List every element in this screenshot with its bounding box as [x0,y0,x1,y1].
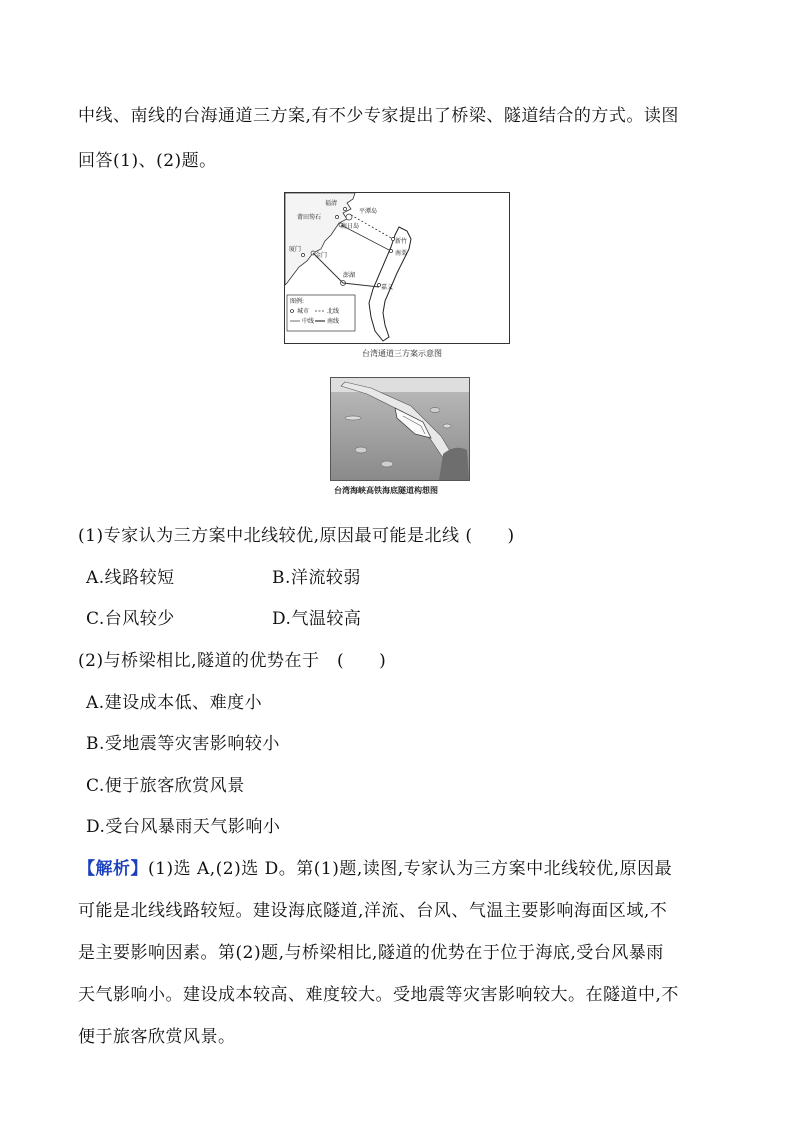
ship [345,416,361,420]
q1-option-d: D.气温较高 [272,609,362,629]
city-marker [343,207,346,210]
legend-city: 城市 [297,308,310,315]
analysis-line-4: 天气影响小。建设成本较高、难度较大。受地震等灾害影响较大。在隧道中,不 [78,985,679,1005]
q1-option-a: A.线路较短 [86,568,175,588]
map-svg [285,193,509,343]
whale [430,408,440,413]
south-route-2 [343,283,379,287]
label-pingtan: 平潭岛 [359,208,378,215]
legend-north: 北线 [327,308,340,315]
q2-option-c: C.便于旅客欣赏风景 [86,776,245,796]
q2-option-a: A.建设成本低、难度小 [86,693,263,713]
intro-line-1: 中线、南线的台海通道三方案,有不少专家提出了桥梁、隧道结合的方式。读图 [78,106,679,126]
legend-title: 图例: [290,298,305,305]
q1-option-c: C.台风较少 [86,609,175,629]
label-nanri: 南日岛 [341,223,360,230]
whale [443,424,451,428]
legend-south: 南线 [327,318,340,325]
label-putian: 莆田笏石 [297,214,322,221]
tunnel-illustration [331,378,469,480]
q1-stem: (1)专家认为三方案中北线较优,原因最可能是北线 ( ) [78,526,515,546]
analysis-line-1 [78,854,672,879]
label-xiamen: 厦门 [289,246,302,253]
q2-option-d: D.受台风暴雨天气影响小 [86,817,281,837]
analysis-tag: 【解析】 [78,859,148,879]
label-jinmen: 金门 [315,252,328,259]
q1-option-b: B.洋流较弱 [272,568,361,588]
label-miaoli: 南栗 [395,250,408,257]
legend-city-icon [291,310,294,313]
city-marker [389,249,392,252]
label-jiayi: 嘉义 [381,284,394,291]
q2-option-b: B.受地震等灾害影响较小 [86,734,280,754]
tunnel-concept-image [330,377,470,481]
photo-caption: 台湾海峡高铁海底隧道构想图 [334,486,438,495]
analysis-line-2: 可能是北线线路较短。建设海底隧道,洋流、台风、气温主要影响海面区域,不 [78,901,668,921]
whale [381,461,393,467]
legend-middle: 中线 [302,318,315,325]
city-marker [335,215,338,218]
map-caption: 台湾通道三方案示意图 [362,349,442,358]
intro-line-2: 回答(1)、(2)题。 [78,151,217,171]
analysis-line-3: 是主要影响因素。第(2)题,与桥梁相比,隧道的优势在于位于海底,受台风暴雨 [78,943,664,963]
city-marker [301,253,304,256]
q2-stem: (2)与桥梁相比,隧道的优势在于 ( ) [78,651,387,671]
analysis-text-1: (1)选 A,(2)选 D。第(1)题,读图,专家认为三方案中北线较优,原因最 [148,859,673,879]
label-fuqing: 福清 [325,200,338,207]
whale [355,447,367,453]
analysis-line-5: 便于旅客欣赏风景。 [78,1027,236,1047]
taiwan-channel-map [284,192,510,344]
label-xinzhu: 新竹 [395,238,408,245]
label-penghu: 澎湖 [343,272,356,279]
